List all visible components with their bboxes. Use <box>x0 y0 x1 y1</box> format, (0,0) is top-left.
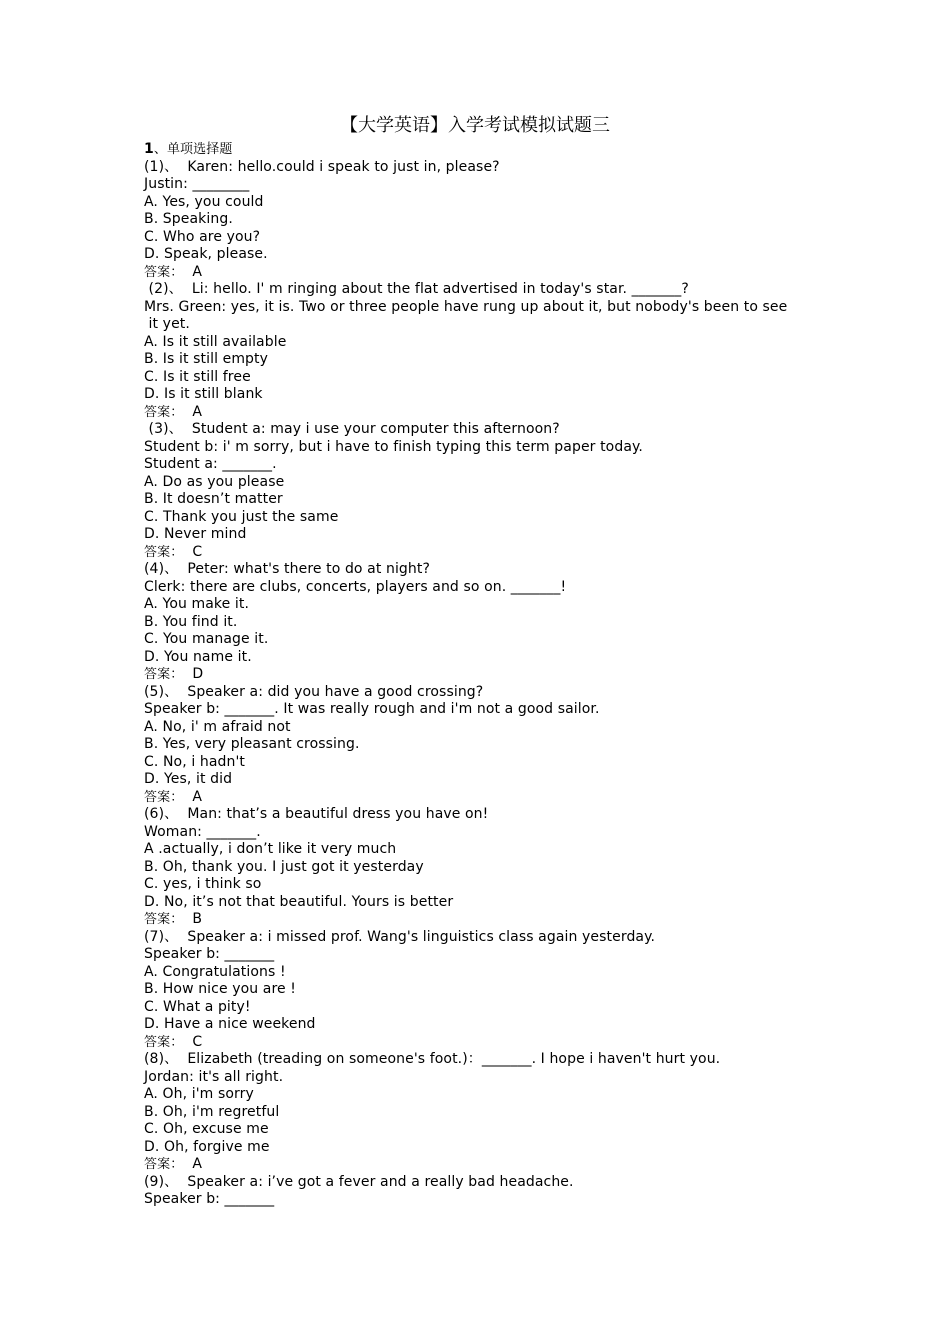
answer-value: D <box>192 666 204 682</box>
answer-option: B. You find it. <box>144 613 238 630</box>
section-number: 1 <box>144 141 154 157</box>
answer-option: B. How nice you are ! <box>144 981 296 997</box>
question-dialogue-line: Speaker b: _______ <box>144 1191 275 1207</box>
answer-label: 答案： <box>144 1034 184 1050</box>
question-3 <box>144 421 824 561</box>
question-9 <box>144 1174 824 1209</box>
question-dialogue-line: Woman: _______. <box>144 823 261 840</box>
answer-option: B. Yes, very pleasant crossing. <box>144 736 360 752</box>
question-dialogue-line: Speaker b: _______. It was really rough and i'm not a good sailor. <box>144 701 600 717</box>
answer-option: B. Speaking. <box>144 211 233 227</box>
answer-label: 答案： <box>144 544 184 560</box>
answer-option: C. Oh, excuse me <box>144 1121 269 1137</box>
answer-label: 答案： <box>144 789 184 805</box>
question-8 <box>144 1051 824 1174</box>
question-5 <box>144 684 824 807</box>
answer-value: A <box>192 403 203 420</box>
answer-option: A. Yes, you could <box>144 193 264 210</box>
question-stem: (8)、 Elizabeth (treading on someone's foot.)：_______. I hope i haven't hurt you. <box>144 1051 721 1067</box>
answer-option: A .actually, i don’t like it very much <box>144 841 397 857</box>
answer-label: 答案： <box>144 1157 184 1172</box>
answer-option: A. Congratulations ! <box>144 963 286 980</box>
question-dialogue-line: it yet. <box>144 316 190 332</box>
answer-option: B. Is it still empty <box>144 351 269 367</box>
document-title: 【大学英语】入学考试模拟试题三 <box>340 115 610 136</box>
answer-option: B. Oh, i'm regretful <box>144 1103 280 1120</box>
answer-key <box>144 1034 824 1052</box>
question-stem: (1)、 Karen: hello.could i speak to just in, please? <box>144 158 500 175</box>
answer-option: C. Thank you just the same <box>144 508 339 525</box>
answer-option: B. Oh, thank you. I just got it yesterday <box>144 858 424 875</box>
question-dialogue-line: Jordan: it's all right. <box>144 1068 284 1085</box>
question-dialogue-line: Clerk: there are clubs, concerts, players and so on. _______! <box>144 578 567 595</box>
answer-key <box>144 789 824 807</box>
question-stem: (3)、 Student a: may i use your computer this afternoon? <box>144 421 560 437</box>
question-dialogue-line: Student b: i' m sorry, but i have to finish typing this term paper today. <box>144 438 643 455</box>
answer-value: A <box>192 788 203 805</box>
question-stem: (9)、 Speaker a: i’ve got a fever and a really bad headache. <box>144 1173 574 1190</box>
question-list <box>144 141 824 1209</box>
answer-key <box>144 1156 824 1174</box>
answer-option: A. No, i' m afraid not <box>144 718 291 735</box>
section-label: 、单项选择题 <box>153 142 233 157</box>
answer-option: D. Have a nice weekend <box>144 1016 316 1032</box>
answer-option: D. Speak, please. <box>144 246 268 262</box>
section-heading <box>144 141 824 159</box>
answer-option: A. Do as you please <box>144 473 285 490</box>
answer-option: D. Yes, it did <box>144 771 233 787</box>
answer-option: C. What a pity! <box>144 998 251 1015</box>
answer-option: D. You name it. <box>144 648 252 665</box>
answer-option: C. No, i hadn't <box>144 753 246 770</box>
answer-value: B <box>192 911 203 927</box>
answer-value: A <box>192 1156 203 1172</box>
question-dialogue-line: Speaker b: _______ <box>144 946 275 962</box>
answer-key <box>144 666 824 684</box>
answer-value: C <box>192 1033 203 1050</box>
answer-option: C. Is it still free <box>144 368 251 385</box>
question-2 <box>144 281 824 421</box>
question-1 <box>144 159 824 282</box>
answer-option: C. yes, i think so <box>144 876 262 892</box>
question-dialogue-line: Justin: ________ <box>144 176 250 192</box>
answer-option: C. Who are you? <box>144 228 261 245</box>
answer-option: D. Is it still blank <box>144 386 263 402</box>
answer-label: 答案： <box>144 912 184 927</box>
question-dialogue-line: Mrs. Green: yes, it is. Two or three people have rung up about it, but nobody's been to see <box>144 298 788 315</box>
answer-option: D. Never mind <box>144 526 247 542</box>
question-stem: (5)、 Speaker a: did you have a good crossing? <box>144 683 484 700</box>
answer-option: A. You make it. <box>144 596 250 612</box>
answer-value: C <box>192 543 203 560</box>
answer-option: D. Oh, forgive me <box>144 1138 270 1155</box>
answer-label: 答案： <box>144 404 184 420</box>
answer-option: B. It doesn’t matter <box>144 491 283 507</box>
question-stem: (6)、 Man: that’s a beautiful dress you have on! <box>144 806 489 822</box>
question-dialogue-line: Student a: _______. <box>144 456 277 472</box>
answer-label: 答案： <box>144 264 184 280</box>
answer-key <box>144 911 824 929</box>
answer-value: A <box>192 263 203 280</box>
question-stem: (2)、 Li: hello. I' m ringing about the flat advertised in today's star. _______? <box>144 281 689 297</box>
question-7 <box>144 929 824 1052</box>
answer-option: A. Oh, i'm sorry <box>144 1086 254 1102</box>
question-stem: (4)、 Peter: what's there to do at night? <box>144 561 431 577</box>
answer-label: 答案： <box>144 667 184 682</box>
answer-option: A. Is it still available <box>144 333 287 350</box>
answer-key <box>144 544 824 562</box>
answer-option: C. You manage it. <box>144 631 269 647</box>
answer-key <box>144 264 824 282</box>
question-stem: (7)、 Speaker a: i missed prof. Wang's linguistics class again yesterday. <box>144 928 656 945</box>
question-4 <box>144 561 824 684</box>
answer-option: D. No, it’s not that beautiful. Yours is better <box>144 893 454 910</box>
question-6 <box>144 806 824 929</box>
answer-key <box>144 404 824 422</box>
